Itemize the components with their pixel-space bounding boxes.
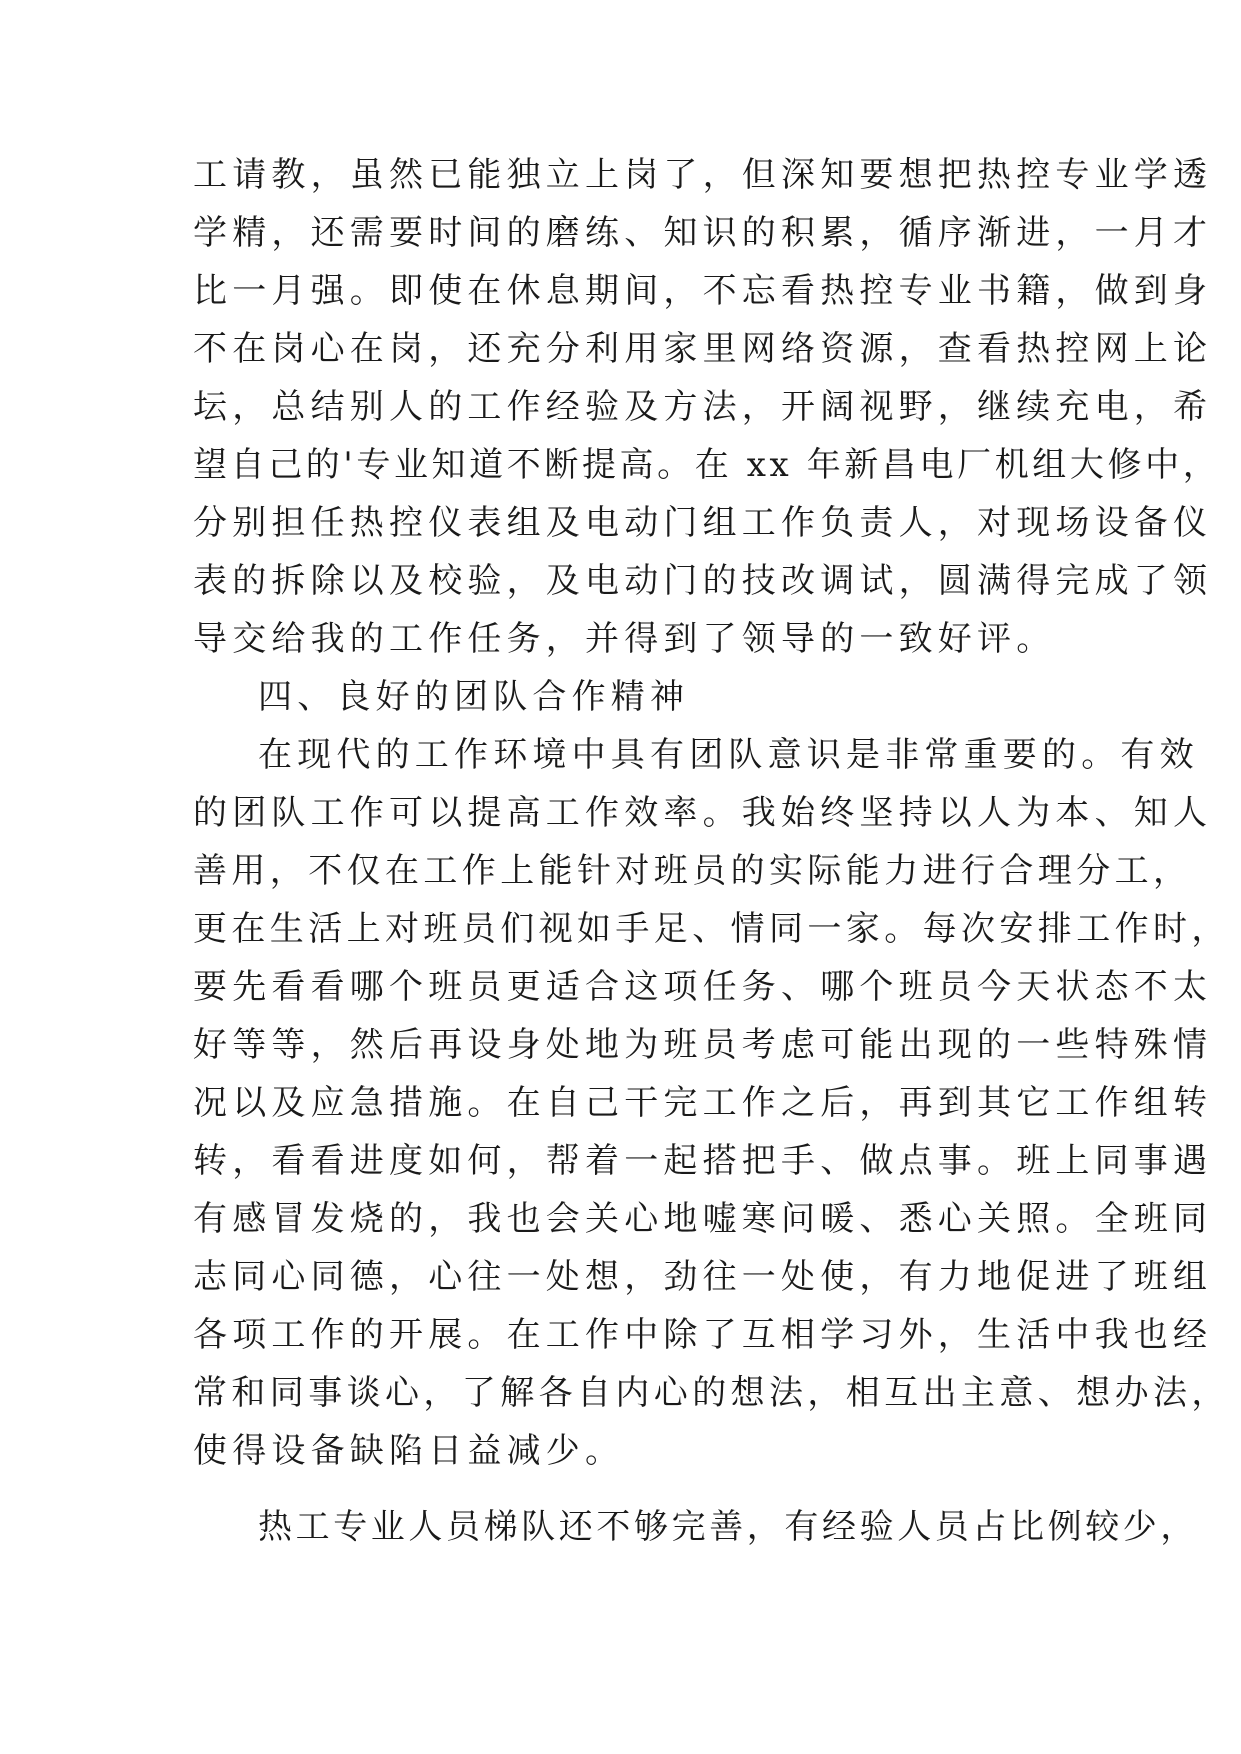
paragraph-line-8: 表的拆除以及校验，及电动门的技改调试，圆满得完成了领 <box>193 561 1213 601</box>
paragraph-line-2: 学精，还需要时间的磨练、知识的积累，循序渐进，一月才 <box>193 213 1213 253</box>
paragraph-line-15: 要先看看哪个班员更适合这项任务、哪个班员今天状态不太 <box>193 967 1213 1007</box>
paragraph-line-14: 更在生活上对班员们视如手足、情同一家。每次安排工作时， <box>193 909 1230 949</box>
paragraph-line-20: 志同心同德，心往一处想，劲往一处使，有力地促进了班组 <box>193 1257 1213 1297</box>
paragraph-line-9: 导交给我的工作任务，并得到了领导的一致好评。 <box>193 619 1056 659</box>
paragraph-line-6: 望自己的'专业知道不断提高。在 xx 年新昌电厂机组大修中， <box>193 445 1221 485</box>
paragraph-line-11: 在现代的工作环境中具有团队意识是非常重要的。有效 <box>258 735 1199 775</box>
paragraph-line-3: 比一月强。即使在休息期间，不忘看热控专业书籍，做到身 <box>193 271 1213 311</box>
section-heading: 四、良好的团队合作精神 <box>258 677 690 717</box>
paragraph-line-5: 坛，总结别人的工作经验及方法，开阔视野，继续充电，希 <box>193 387 1213 427</box>
paragraph-line-7: 分别担任热控仪表组及电动门组工作负责人，对现场设备仪 <box>193 503 1213 543</box>
paragraph-line-18: 转，看看进度如何，帮着一起搭把手、做点事。班上同事遇 <box>193 1141 1213 1181</box>
paragraph-line-19: 有感冒发烧的，我也会关心地嘘寒问暖、悉心关照。全班同 <box>193 1199 1213 1239</box>
paragraph-line-21: 各项工作的开展。在工作中除了互相学习外，生活中我也经 <box>193 1315 1213 1355</box>
paragraph-line-23: 使得设备缺陷日益减少。 <box>193 1431 625 1471</box>
paragraph-line-12: 的团队工作可以提高工作效率。我始终坚持以人为本、知人 <box>193 793 1213 833</box>
paragraph-line-24: 热工专业人员梯队还不够完善，有经验人员占比例较少， <box>258 1507 1198 1547</box>
paragraph-line-4: 不在岗心在岗，还充分利用家里网络资源，查看热控网上论 <box>193 329 1213 369</box>
paragraph-line-17: 况以及应急措施。在自己干完工作之后，再到其它工作组转 <box>193 1083 1213 1123</box>
paragraph-line-16: 好等等，然后再设身处地为班员考虑可能出现的一些特殊情 <box>193 1025 1213 1065</box>
paragraph-line-1: 工请教，虽然已能独立上岗了，但深知要想把热控专业学透 <box>193 155 1213 195</box>
paragraph-line-22: 常和同事谈心，了解各自内心的想法，相互出主意、想办法， <box>193 1373 1230 1413</box>
paragraph-line-13: 善用，不仅在工作上能针对班员的实际能力进行合理分工， <box>193 851 1192 891</box>
